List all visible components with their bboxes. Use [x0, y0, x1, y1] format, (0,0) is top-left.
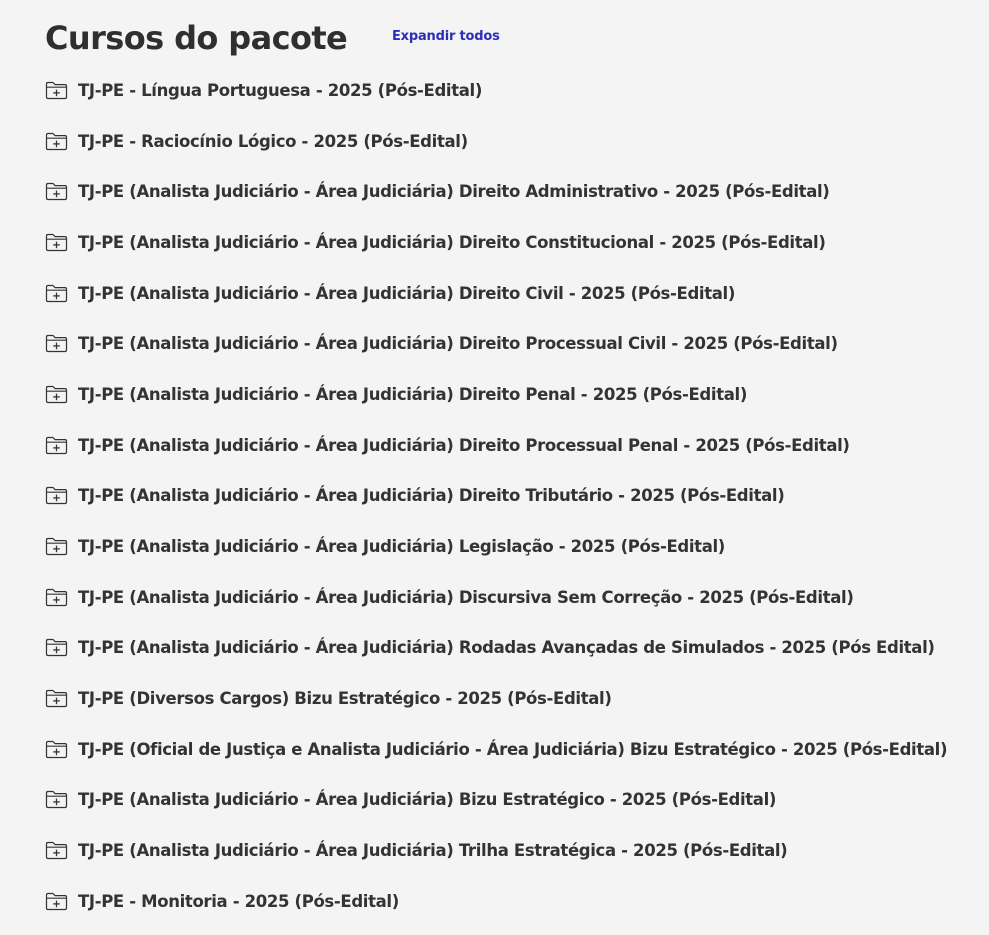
course-item[interactable]: [45, 116, 975, 167]
course-title: TJ-PE (Analista Judiciário - Área Judiciária) Legislação - 2025 (Pós-Edital): [78, 537, 725, 557]
course-title: TJ-PE (Diversos Cargos) Bizu Estratégico - 2025 (Pós-Edital): [78, 689, 612, 709]
folder-plus-icon[interactable]: [45, 689, 68, 708]
course-item[interactable]: [45, 623, 975, 674]
course-title: TJ-PE - Raciocínio Lógico - 2025 (Pós-Edital): [78, 131, 468, 151]
course-item[interactable]: [45, 572, 975, 623]
course-item[interactable]: [45, 318, 975, 369]
course-item[interactable]: [45, 825, 975, 876]
course-title: TJ-PE (Analista Judiciário - Área Judiciária) Direito Processual Penal - 2025 (Pós-Edital): [78, 435, 850, 455]
course-item[interactable]: [45, 268, 975, 319]
course-item[interactable]: [45, 521, 975, 572]
folder-plus-icon[interactable]: [45, 588, 68, 607]
course-title: TJ-PE (Analista Judiciário - Área Judiciária) Direito Administrativo - 2025 (Pós-Edital): [78, 182, 830, 202]
folder-plus-icon[interactable]: [45, 233, 68, 252]
course-title: TJ-PE (Analista Judiciário - Área Judiciária) Direito Penal - 2025 (Pós-Edital): [78, 384, 748, 404]
course-list: [45, 65, 975, 927]
folder-plus-icon[interactable]: [45, 790, 68, 809]
course-title: TJ-PE (Analista Judiciário - Área Judiciária) Direito Constitucional - 2025 (Pós-Edital): [78, 232, 826, 252]
folder-plus-icon[interactable]: [45, 436, 68, 455]
folder-plus-icon[interactable]: [45, 385, 68, 404]
course-title: TJ-PE - Língua Portuguesa - 2025 (Pós-Edital): [78, 80, 483, 100]
folder-plus-icon[interactable]: [45, 284, 68, 303]
course-item[interactable]: [45, 217, 975, 268]
course-title: TJ-PE (Analista Judiciário - Área Judiciária) Direito Tributário - 2025 (Pós-Edital): [78, 486, 785, 506]
course-item[interactable]: [45, 420, 975, 471]
course-title: TJ-PE (Analista Judiciário - Área Judiciária) Trilha Estratégica - 2025 (Pós-Edital): [78, 841, 788, 861]
course-title: TJ-PE (Analista Judiciário - Área Judiciária) Direito Processual Civil - 2025 (Pós-Edital): [78, 334, 838, 354]
course-title: TJ-PE (Analista Judiciário - Área Judiciária) Bizu Estratégico - 2025 (Pós-Edital): [78, 790, 777, 810]
folder-plus-icon[interactable]: [45, 841, 68, 860]
folder-plus-icon[interactable]: [45, 537, 68, 556]
folder-plus-icon[interactable]: [45, 638, 68, 657]
folder-plus-icon[interactable]: [45, 334, 68, 353]
folder-plus-icon[interactable]: [45, 182, 68, 201]
course-title: TJ-PE (Oficial de Justiça e Analista Judiciário - Área Judiciária) Bizu Estratégico - 2025 (Pós-Edital): [78, 739, 948, 759]
folder-plus-icon[interactable]: [45, 892, 68, 911]
course-item[interactable]: [45, 775, 975, 826]
expand-all-link[interactable]: Expandir todos: [392, 29, 500, 44]
course-title: TJ-PE - Monitoria - 2025 (Pós-Edital): [78, 891, 399, 911]
folder-plus-icon[interactable]: [45, 486, 68, 505]
course-item[interactable]: [45, 876, 975, 927]
folder-plus-icon[interactable]: [45, 81, 68, 100]
course-item[interactable]: [45, 724, 975, 775]
header: [45, 14, 347, 62]
folder-plus-icon[interactable]: [45, 740, 68, 759]
course-item[interactable]: [45, 369, 975, 420]
course-title: TJ-PE (Analista Judiciário - Área Judiciária) Rodadas Avançadas de Simulados - 2025 (Pós Edital): [78, 638, 935, 658]
course-item[interactable]: [45, 166, 975, 217]
course-item[interactable]: [45, 65, 975, 116]
folder-plus-icon[interactable]: [45, 132, 68, 151]
course-title: TJ-PE (Analista Judiciário - Área Judiciária) Direito Civil - 2025 (Pós-Edital): [78, 283, 736, 303]
page-title: Cursos do pacote: [45, 19, 348, 57]
course-item[interactable]: [45, 471, 975, 522]
course-title: TJ-PE (Analista Judiciário - Área Judiciária) Discursiva Sem Correção - 2025 (Pós-Edital): [78, 587, 854, 607]
course-item[interactable]: [45, 673, 975, 724]
